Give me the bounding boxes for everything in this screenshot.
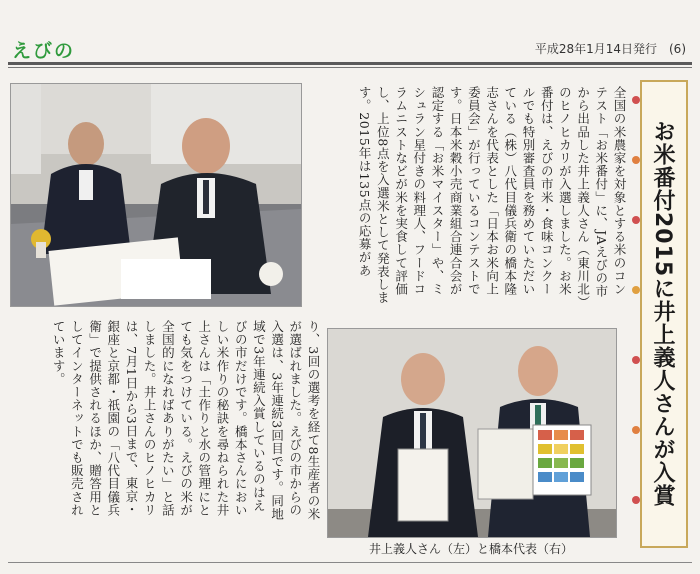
signing-photo-illustration — [11, 84, 301, 306]
signing-photo — [10, 83, 302, 307]
header-rule-thin — [8, 67, 692, 68]
issue-date: 平成28年1月14日発行 — [534, 42, 657, 56]
page-header — [0, 0, 700, 64]
article-body-lower: り、3回の選考を経て8生産者の米が選ばれました。えびの市からの入選は、3年連続3回目です。同地域で3年連続入賞しているのはえびの市だけです。橋本さんにおいしい米作りの秘訣を尋ねられた井上さんは「土作りと水の管理にとても気をつけている。えびの米が全国的になればありがたい」と話しました。井上さんのヒノヒカリは、7月1日から3日まで、東京・銀座と京都・祇園の「八代目儀兵衛」で提供されるほか、贈答用としてインターネットでも販売されています。 — [51, 320, 321, 521]
portrait-photo-illustration — [328, 329, 616, 537]
page-number: (6) — [669, 42, 686, 56]
article-body-upper: 全国の米農家を対象とする米のコンテスト「お米番付」に、JAえびの市から出品した井上義人さん（東川北）のヒノヒカリが入選しました。お米番付は、えびの市米・食味コンクールでも特別審査員を務めていただいている（株）八代目儀兵衛の橋本隆志さんを代表とした「日本お米向上委員会」が行っているコンテストです。日本米穀小売商業組合連合会が認定する「お米マイスター」や、ミシュラン星付きの料理人、フードコラムニストなどが米を実食して評価し、上位8点を入選米として発表します。2015年は135点の応募があ — [357, 86, 627, 305]
issue-info — [535, 40, 686, 57]
article-title: お米番付2015に井上義人さんが入賞 — [650, 120, 675, 508]
header-rule — [8, 62, 692, 65]
newsletter-logo: えびの — [12, 40, 76, 62]
footer-rule — [8, 562, 692, 563]
photo-caption: 井上義人さん（左）と橋本代表（右） — [368, 542, 573, 556]
portrait-photo — [327, 328, 617, 538]
article-title-box — [640, 80, 688, 548]
